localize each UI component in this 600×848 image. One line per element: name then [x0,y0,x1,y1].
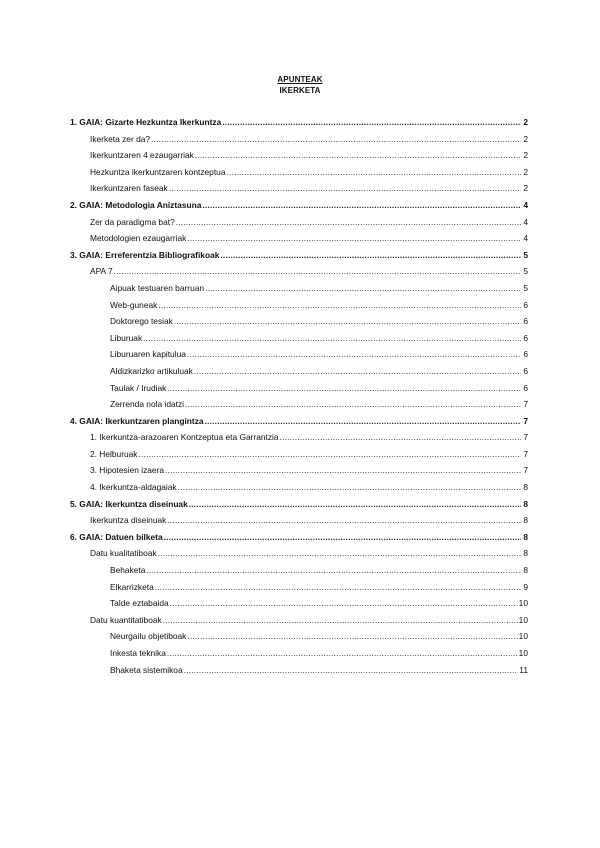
toc-entry-page-number: 4 [523,233,528,244]
toc-entry-page-number: 10 [518,598,528,609]
toc-entry-page-number: 6 [523,349,528,360]
toc-entry[interactable] [70,446,528,463]
toc-leader-dots [195,147,521,164]
toc-entry-title: Metodologien ezaugarriak [90,233,187,244]
toc-leader-dots [167,512,521,529]
toc-entry[interactable] [70,595,528,612]
toc-entry-page-number: 7 [523,415,528,426]
toc-entry-title: Ikerkuntza diseinuak [90,515,167,526]
toc-entry-page-number: 8 [523,548,528,559]
toc-leader-dots [146,562,521,579]
toc-leader-dots [163,612,518,629]
toc-entry[interactable] [70,363,528,380]
toc-entry-title: Liburuak [110,332,143,343]
toc-leader-dots [167,645,518,662]
toc-leader-dots [158,297,521,314]
toc-entry-title: 4. GAIA: Ikerkuntzaren plangintza [70,415,204,426]
toc-leader-dots [176,214,521,231]
toc-entry-page-number: 6 [523,332,528,343]
toc-entry-title: Zerrenda nola idatzi [110,399,185,410]
toc-leader-dots [151,131,521,148]
toc-entry-title: Ikerkuntzaren 4 ezaugarriak [90,150,194,161]
toc-entry-page-number: 8 [523,531,528,542]
toc-leader-dots [187,346,521,363]
toc-entry-title: 6. GAIA: Datuen bilketa [70,531,163,542]
toc-entry[interactable] [70,263,528,280]
toc-leader-dots [185,396,521,413]
toc-entry-page-number: 2 [523,183,528,194]
toc-entry[interactable] [70,462,528,479]
toc-leader-dots [205,280,521,297]
toc-entry-title: 2. Helburuak [90,448,138,459]
toc-entry[interactable] [70,662,528,679]
toc-leader-dots [164,529,521,546]
toc-leader-dots [187,628,517,645]
toc-leader-dots [226,164,521,181]
toc-entry[interactable] [70,247,528,264]
toc-leader-dots [114,263,521,280]
toc-entry[interactable] [70,645,528,662]
toc-entry-page-number: 9 [523,581,528,592]
toc-leader-dots [189,496,521,513]
toc-leader-dots [155,579,521,596]
toc-entry[interactable] [70,479,528,496]
toc-entry-page-number: 6 [523,316,528,327]
toc-entry-title: Datu kuantitatiboak [90,614,162,625]
toc-entry-page-number: 2 [523,166,528,177]
toc-entry[interactable] [70,562,528,579]
document-title: APUNTEAK [277,75,323,84]
toc-entry[interactable] [70,429,528,446]
toc-entry-title: Web-guneak [110,299,158,310]
toc-leader-dots [280,429,521,446]
toc-entry[interactable] [70,496,528,513]
toc-entry[interactable] [70,529,528,546]
toc-leader-dots [220,247,521,264]
toc-entry-title: APA 7 [90,266,113,277]
toc-entry-title: Neurgailu objetiboak [110,631,187,642]
toc-entry[interactable] [70,164,528,181]
toc-entry[interactable] [70,313,528,330]
toc-entry-title: 5. GAIA: Ikerkuntza diseinuak [70,498,188,509]
toc-entry-page-number: 8 [523,515,528,526]
toc-entry-page-number: 10 [518,631,528,642]
toc-entry-title: 2. GAIA: Metodologia Aniztasuna [70,199,202,210]
toc-entry[interactable] [70,131,528,148]
toc-leader-dots [178,479,521,496]
toc-entry-page-number: 6 [523,365,528,376]
toc-entry[interactable] [70,297,528,314]
toc-entry[interactable] [70,628,528,645]
toc-entry[interactable] [70,413,528,430]
toc-leader-dots [202,197,521,214]
toc-leader-dots [169,180,521,197]
toc-entry-title: 3. Hipotesien izaera [90,465,165,476]
toc-entry-title: 3. GAIA: Erreferentzia Bibliografikoak [70,249,220,260]
toc-entry-title: Hezkuntza ikerkuntzaren kontzeptua [90,166,226,177]
toc-entry[interactable] [70,180,528,197]
toc-entry-page-number: 5 [523,249,528,260]
toc-entry[interactable] [70,330,528,347]
toc-leader-dots [139,446,522,463]
toc-entry[interactable] [70,512,528,529]
toc-entry[interactable] [70,197,528,214]
toc-entry-title: Ikerkuntzaren faseak [90,183,168,194]
toc-leader-dots [165,462,521,479]
toc-entry-page-number: 6 [523,382,528,393]
toc-entry-page-number: 4 [523,199,528,210]
toc-entry-page-number: 7 [523,399,528,410]
toc-entry-title: Ikerketa zer da? [90,133,151,144]
toc-entry-title: Behaketa [110,565,146,576]
toc-entry[interactable] [70,380,528,397]
toc-entry[interactable] [70,612,528,629]
toc-entry-page-number: 4 [523,216,528,227]
toc-entry-title: Zer da paradigma bat? [90,216,175,227]
toc-leader-dots [222,114,521,131]
toc-entry[interactable] [70,114,528,131]
toc-leader-dots [174,313,521,330]
document-subtitle: IKERKETA [279,86,321,95]
toc-entry-page-number: 6 [523,299,528,310]
toc-entry-page-number: 5 [523,266,528,277]
toc-leader-dots [170,595,518,612]
toc-entry[interactable] [70,346,528,363]
toc-entry-title: Inkesta teknika [110,648,166,658]
toc-entry[interactable] [70,545,528,562]
toc-entry[interactable] [70,579,528,596]
toc-entry-page-number: 11 [519,664,528,675]
toc-entry[interactable] [70,396,528,413]
toc-leader-dots [167,380,521,397]
toc-entry-title: Aipuak testuaren barruan [110,282,205,293]
toc-entry-title: Elkarrizketa [110,581,154,592]
toc-entry-title: Aldizkarizko artikuluak [110,365,193,376]
toc-entry-title: 4. Ikerkuntza-aldagaiak [90,482,177,493]
toc-entry-page-number: 8 [523,482,528,493]
toc-leader-dots [194,363,521,380]
toc-entry-page-number: 2 [523,117,528,127]
table-of-contents [70,114,528,678]
toc-leader-dots [158,545,521,562]
toc-leader-dots [184,662,519,679]
toc-entry-title: Liburuaren kapitulua [110,349,186,360]
toc-entry-page-number: 7 [523,432,528,443]
toc-entry-title: Bhaketa sistemikoa [110,664,183,675]
toc-entry-title: 1. Ikerkuntza-arazoaren Kontzeptua eta Garrantzia [90,432,279,443]
toc-entry-title: Datu kualitatiboak [90,548,157,559]
toc-entry-page-number: 8 [523,498,528,509]
toc-entry-page-number: 8 [523,565,528,576]
toc-entry-page-number: 10 [518,648,528,658]
toc-entry-title: Talde eztabaida [110,598,169,609]
toc-entry[interactable] [70,280,528,297]
toc-leader-dots [187,230,521,247]
toc-entry-title: Taulak / Irudiak [110,382,167,393]
toc-entry-page-number: 2 [523,133,528,144]
toc-entry-title: 1. GAIA: Gizarte Hezkuntza Ikerkuntza [70,117,222,127]
toc-entry[interactable] [70,214,528,231]
toc-entry[interactable] [70,230,528,247]
toc-entry[interactable] [70,147,528,164]
toc-entry-page-number: 7 [523,465,528,476]
toc-entry-page-number: 2 [523,150,528,161]
toc-leader-dots [205,413,521,430]
toc-entry-page-number: 10 [518,614,528,625]
toc-entry-title: Doktorego tesiak [110,316,173,327]
toc-entry-page-number: 7 [523,448,528,459]
toc-entry-page-number: 5 [523,282,528,293]
toc-leader-dots [143,330,521,347]
